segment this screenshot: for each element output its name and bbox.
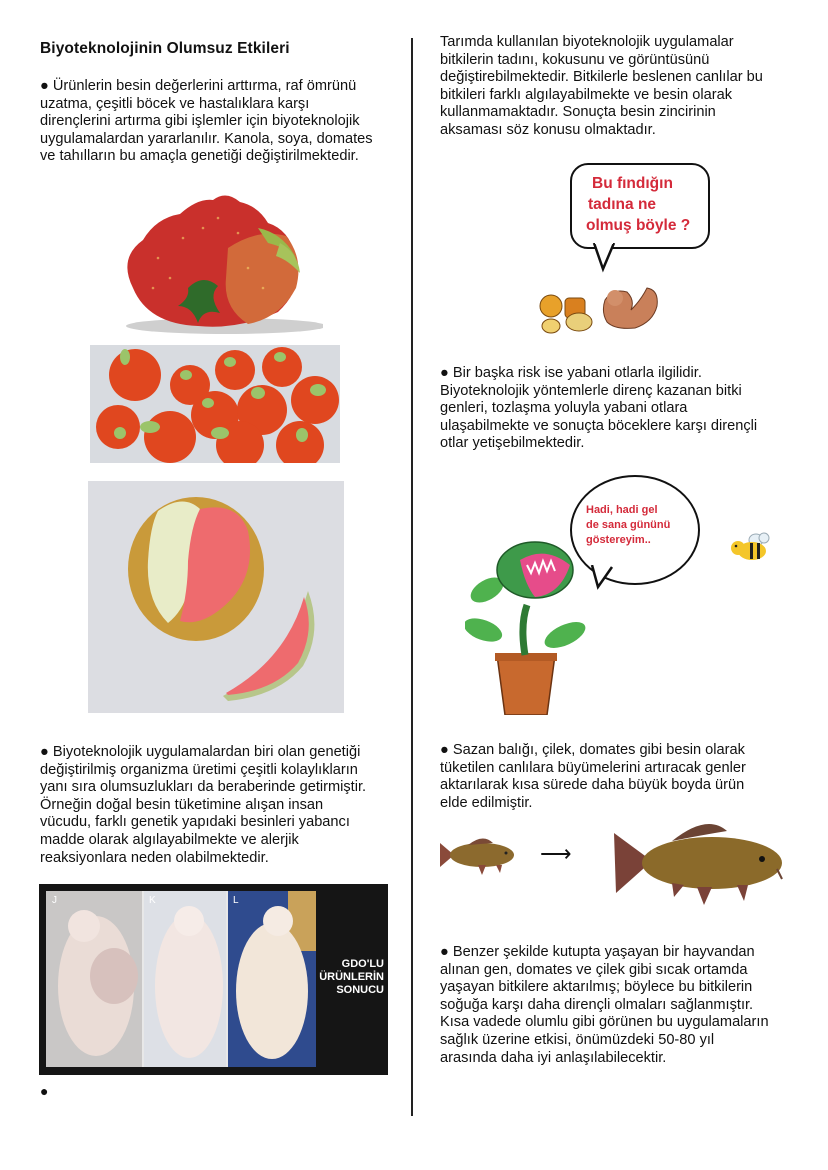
- text-line: Tarımda kullanılan biyoteknolojik uygulamalar: [440, 34, 734, 50]
- text-line: alınan gen, domates ve çilek gibi sıcak ortamda: [440, 961, 748, 978]
- text-line: soğuğa karşı daha dirençli olmaları sağlanmıştır.: [440, 996, 754, 1013]
- text-line: reaksiyonlara neden olabilmektedir.: [40, 849, 269, 866]
- text-line: otlar yetişebilmektedir.: [440, 435, 585, 452]
- tomatoes-image: [90, 345, 340, 463]
- text-line: ● Benzer şekilde kutupta yaşayan bir hayvandan: [440, 944, 755, 960]
- paragraph-gmo-allergies: [40, 744, 405, 867]
- bubble-text: [586, 503, 670, 548]
- bubble-line: tadına ne: [588, 196, 657, 213]
- text-line: tüketilen canlılara büyümelerini artıracak genler: [440, 759, 746, 776]
- text-line: madde olarak algılayabilmekte ve alerjik: [40, 831, 299, 848]
- bee-icon: [728, 530, 770, 564]
- bubble-tail-icon: [590, 565, 620, 595]
- column-divider: [411, 38, 413, 1116]
- panel-label-l: L: [233, 895, 239, 906]
- text-line: yanı sıra olumsuzlukları da beraberinde getirmiştir.: [40, 779, 367, 796]
- paragraph-cold-resistance: [440, 944, 810, 1067]
- text-line: aktarılarak kısa sürede daha büyük boyda ürün: [440, 777, 745, 794]
- text-line: ● Bir başka risk ise yabani otlarla ilgilidir.: [440, 365, 702, 381]
- bubble-line: Bu fındığın: [592, 175, 673, 192]
- gmo-rats-image: [39, 884, 388, 1075]
- text-line: değiştirilmiş organizma üretimi çeşitli kolaylıkların: [40, 761, 358, 778]
- caption-line: ÜRÜNLERİN: [319, 971, 384, 983]
- page-title: Biyoteknolojinin Olumsuz Etkileri: [40, 40, 290, 57]
- caption-line: GDO'LU: [341, 958, 384, 970]
- text-line: arasında daha iyi anlaşılabilecektir.: [440, 1049, 667, 1066]
- caption-line: SONUCU: [336, 984, 384, 996]
- text-line: kullanmamaktadır. Sonuçta besin zincirinin: [440, 104, 716, 121]
- panel-label-k: K: [149, 895, 156, 906]
- text-line: Kısa vadede olumlu gibi görünen bu uygulamaların: [440, 1014, 769, 1031]
- paragraph-carp-growth: [440, 742, 810, 812]
- text-line: ulaşabilmekte ve sonuçta böceklere karşı dirençli: [440, 417, 758, 434]
- gmo-caption: [319, 958, 384, 997]
- paragraph-taste-change: [440, 34, 810, 140]
- strawberry-image: [108, 188, 323, 336]
- rat-photo-j: [46, 891, 142, 1067]
- text-line: yaşayan bitkilere aktarılmış; böylece bu bitkilerin: [440, 979, 753, 996]
- text-line: bitkileri farklı algılayabilmekte ve besin olarak: [440, 86, 733, 103]
- bubble-line: Hadi, hadi gel: [586, 504, 658, 516]
- text-line: Biyoteknolojik yöntemlerle direnç kazanan bitki: [440, 382, 742, 399]
- text-line: aksaması söz konusu olmaktadır.: [440, 121, 656, 138]
- text-line: ● Ürünlerin besin değerlerini arttırma, raf ömrünü: [40, 78, 357, 94]
- squirrel-with-hazelnuts-icon: [535, 270, 665, 342]
- text-line: bitkilerin tadını, kokusunu ve görüntüsünü: [440, 51, 710, 68]
- carnivorous-plant-icon: [465, 535, 590, 715]
- text-line: ve tahılların bu amaçla genetiği değiştirilmektedir.: [40, 148, 359, 165]
- paragraph-weed-risk: [440, 365, 810, 453]
- text-line: Örneğin doğal besin tüketimine alışan insan: [40, 796, 324, 813]
- text-line: sağlık üzerine etkisi, önümüzdeki 50-80 yıl: [440, 1031, 715, 1048]
- text-line: dirençlerini artırma gibi işlemler için biyoteknolojik: [40, 113, 360, 130]
- melon-image: [88, 481, 344, 713]
- squirrel-speech-bubble: [570, 163, 710, 249]
- text-line: uygulamalardan yararlanılır. Kanola, soya, domates: [40, 130, 373, 147]
- text-line: elde edilmiştir.: [440, 794, 533, 811]
- text-line: vücudu, farklı genetik yapıdaki besinleri yabancı: [40, 814, 350, 831]
- bubble-line: de sana gününü: [586, 519, 671, 531]
- rat-photo-l: [228, 891, 316, 1067]
- text-line: ● Biyoteknolojik uygulamalardan biri olan genetiği: [40, 744, 361, 760]
- bubble-text: [586, 173, 690, 236]
- large-carp-icon: [612, 813, 792, 913]
- arrow-icon: ⟶: [540, 841, 572, 866]
- bubble-tail-icon: [590, 243, 620, 273]
- empty-bullet: ●: [40, 1083, 49, 1099]
- rat-photo-k: [144, 891, 226, 1067]
- paragraph-gm-purposes: [40, 78, 405, 166]
- text-line: uzatma, çeşitli böcek ve hastalıklara karşı: [40, 95, 310, 112]
- text-line: değiştirebilmektedir. Bitkilerle beslenen canlılar bu: [440, 69, 763, 86]
- rats-photo-frame: [46, 891, 316, 1067]
- bubble-line: göstereyim..: [586, 534, 651, 546]
- panel-label-j: J: [52, 895, 57, 906]
- small-carp-icon: [438, 835, 523, 877]
- text-line: genleri, tozlaşma yoluyla yabani otlara: [440, 400, 688, 417]
- text-line: ● Sazan balığı, çilek, domates gibi besin olarak: [440, 742, 745, 758]
- bubble-line: olmuş böyle ?: [586, 217, 691, 234]
